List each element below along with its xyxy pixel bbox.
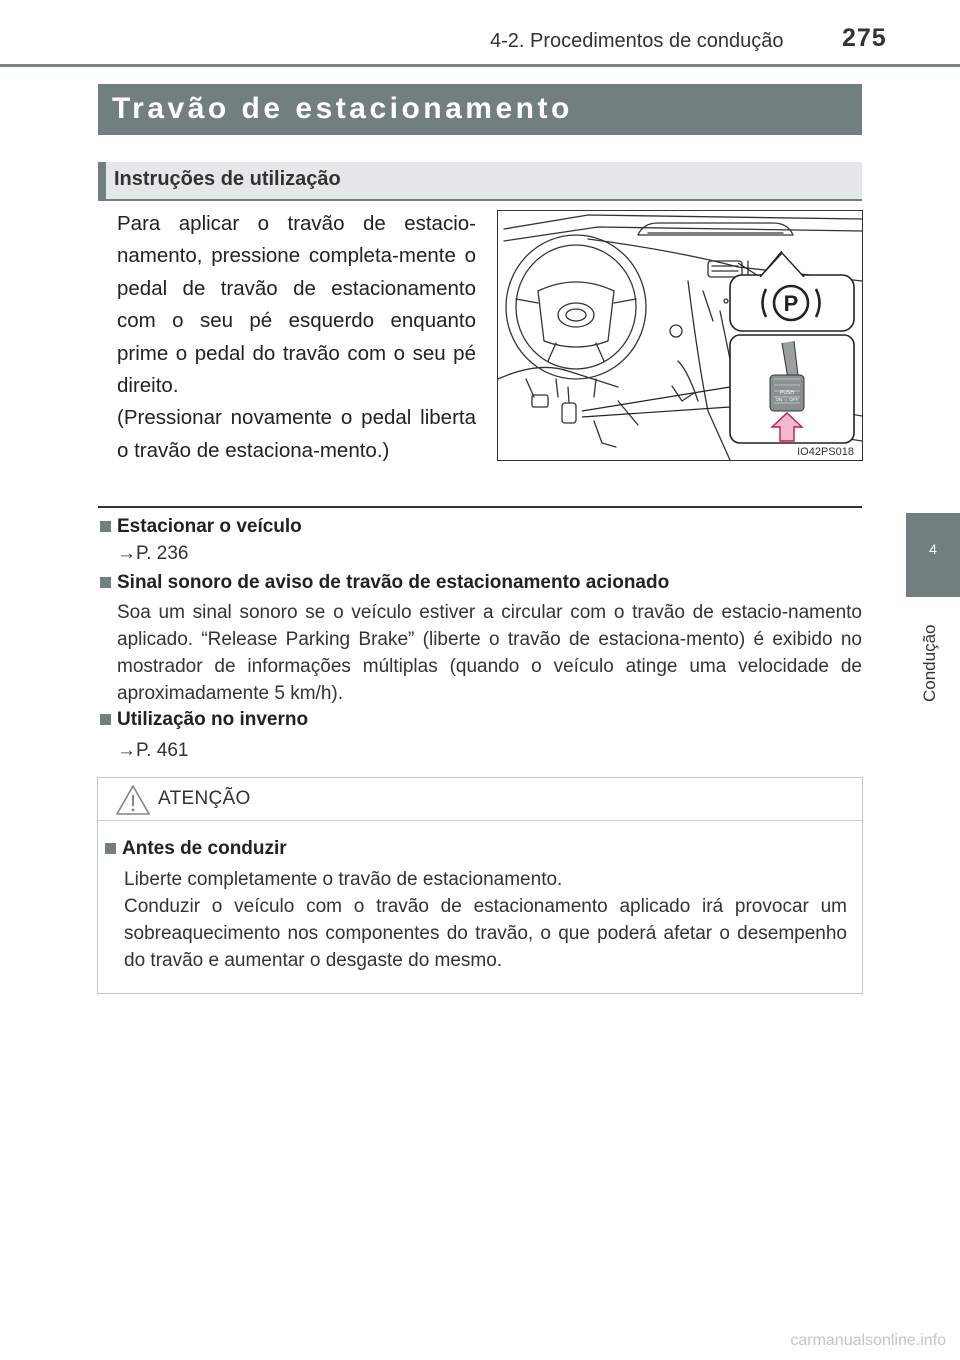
item-title: Utilização no inverno	[117, 709, 309, 730]
figure-code: IO42PS018	[797, 446, 854, 458]
intro-text	[117, 208, 476, 467]
warning-line-2: Conduzir o veículo com o travão de estacionamento aplicado irá provocar um sobreaquecimento nos componentes do travão, o que poderá afetar o desempenho do travão e aumentar o desgaste do mesmo.	[124, 896, 847, 971]
item-heading	[100, 572, 862, 594]
header-rule	[0, 64, 960, 67]
item-title: Sinal sonoro de aviso de travão de estacionamento acionado	[117, 572, 670, 593]
subsection-title: Instruções de utilização	[114, 168, 341, 190]
indicator-symbol: P	[783, 291, 799, 316]
intro-paragraph-2: (Pressionar novamente o pedal liberta o travão de estaciona-mento.)	[117, 406, 476, 462]
pedal-label-push: PUSH	[780, 390, 794, 396]
chapter-label-area	[906, 600, 960, 710]
item-winter-use	[100, 709, 862, 762]
page-title: Travão de estacionamento	[112, 92, 573, 125]
intro-paragraph-1: Para aplicar o travão de estacio-namento, pressione completa-mente o pedal de travão de estacionamento com o seu pé esquerdo enquanto prime o pedal do travão com o seu pé direito.	[117, 212, 476, 398]
dashboard-drawing	[498, 211, 862, 460]
chapter-tab[interactable]	[906, 513, 960, 597]
header-section-title: 4-2. Procedimentos de condução	[490, 30, 784, 52]
warning-item-title: Antes de conduzir	[122, 838, 287, 859]
pedal-label-onoff: ON ⇔ OFF	[775, 397, 799, 402]
page-reference-link[interactable]: →P. 236	[117, 543, 189, 564]
warning-body	[124, 866, 847, 974]
square-bullet-icon	[100, 577, 111, 588]
page-title-bar	[98, 84, 862, 135]
item-body	[117, 599, 862, 707]
item-heading	[100, 709, 862, 731]
page-number: 275	[842, 24, 887, 52]
item-body-text: Soa um sinal sonoro se o veículo estiver a circular com o travão de estacio-namento aplicado. “Release Parking Brake” (liberte o travão de estaciona-mento) é exibido no mostrador de informações múltiplas (quando o veículo atinge uma velocidade de aproximadamente 5 km/h).	[117, 602, 862, 704]
item-parking-vehicle	[100, 516, 862, 565]
warning-line-1: Liberte completamente o travão de estacionamento.	[124, 869, 563, 890]
chapter-number: 4	[929, 541, 937, 557]
page-reference-link[interactable]: →P. 461	[117, 740, 189, 761]
square-bullet-icon	[100, 521, 111, 532]
subsection-header	[98, 162, 862, 201]
warning-item	[105, 838, 847, 974]
item-title: Estacionar o veículo	[117, 516, 302, 537]
warning-box	[97, 777, 863, 994]
parking-brake-illustration	[497, 210, 863, 461]
watermark: carmanualsonline.info	[790, 1332, 946, 1349]
square-bullet-icon	[105, 843, 116, 854]
chapter-label: Condução	[920, 624, 939, 702]
item-warning-buzzer	[100, 572, 862, 707]
square-bullet-icon	[100, 714, 111, 725]
section-divider	[98, 506, 862, 508]
warning-item-heading	[105, 838, 847, 860]
warning-header	[98, 778, 862, 821]
warning-triangle-icon	[115, 784, 151, 816]
warning-title: ATENÇÃO	[158, 788, 251, 809]
item-heading	[100, 516, 862, 538]
